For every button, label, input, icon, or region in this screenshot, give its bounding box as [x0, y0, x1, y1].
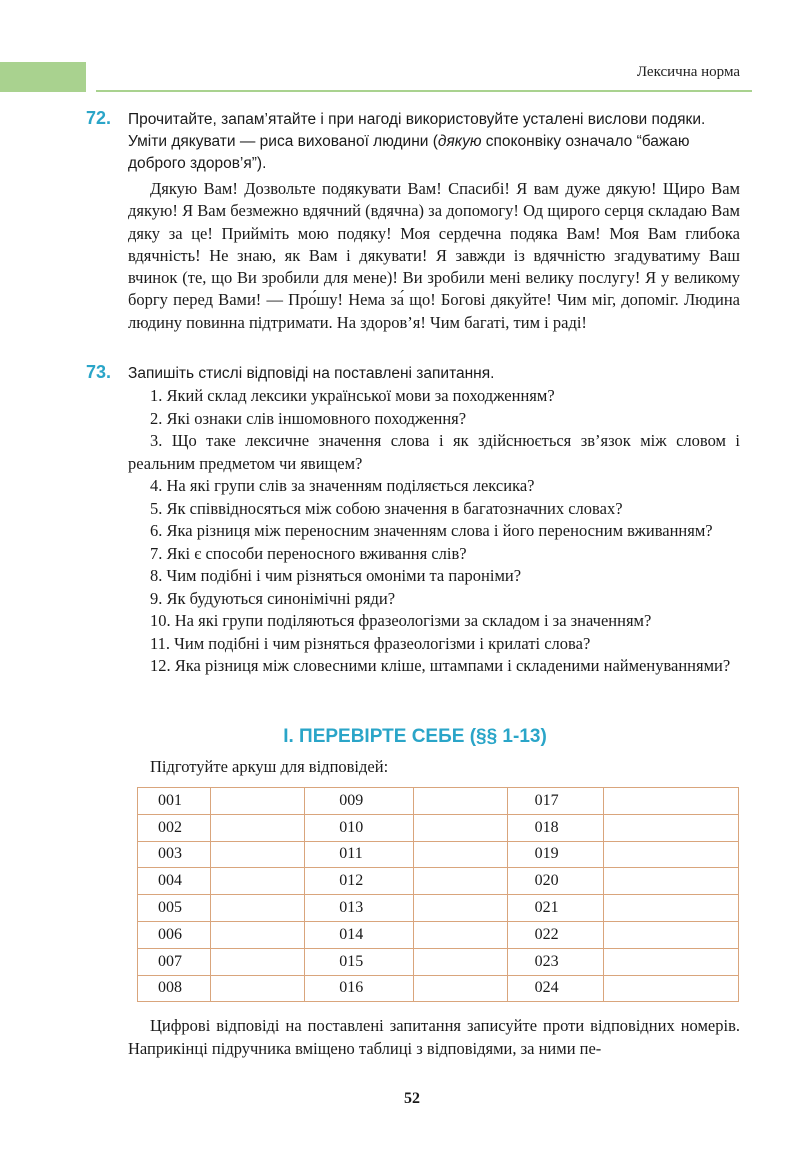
answer-number-cell: 010 [305, 814, 413, 841]
header-green-tab [0, 62, 86, 92]
exercise-73-number: 73. [86, 362, 112, 382]
table-row [138, 814, 739, 841]
answer-number-cell: 012 [305, 868, 413, 895]
question-item: 9. Як будуються синонімічні ряди? [150, 588, 396, 608]
answer-blank-cell [211, 868, 305, 895]
task-line: Прочитайте, запам’ятайте і при нагоді використовуйте усталені вислови подяки. [128, 111, 706, 128]
answer-blank-cell [413, 868, 507, 895]
answer-blank-cell [413, 841, 507, 868]
answer-number-cell: 008 [138, 975, 211, 1002]
question-item: 4. На які групи слів за значенням поділяється лексика? [150, 476, 535, 495]
answer-blank-cell [413, 788, 507, 815]
table-row [138, 975, 739, 1002]
answer-number-cell: 013 [305, 895, 413, 922]
answer-number-cell: 009 [305, 788, 413, 815]
answer-blank-cell [211, 921, 305, 948]
question-item: 2. Які ознаки слів іншомовного походження? [150, 408, 467, 428]
answer-number-cell: 001 [138, 788, 211, 815]
footer-text: Цифрові відповіді на поставлені запитання записуйте проти відповідних номерів. Наприкінці підручника вміщено таблиці з відповідями, за ними пе- [128, 1016, 740, 1058]
answer-number-cell: 006 [138, 921, 211, 948]
answer-blank-cell [211, 841, 305, 868]
answer-blank-cell [603, 814, 738, 841]
question-item: 10. На які групи поділяються фразеологізми за складом і за значенням? [150, 611, 652, 630]
header-rule [96, 90, 752, 92]
question-item: 1. Який склад лексики української мови за походженням? [150, 386, 555, 405]
question-item: 8. Чим подібні і чим різняться омоніми та пароніми? [150, 566, 522, 585]
table-row [138, 788, 739, 815]
answer-blank-cell [603, 948, 738, 975]
answer-blank-cell [603, 841, 738, 868]
table-row [138, 948, 739, 975]
task-line [128, 131, 740, 153]
answer-number-cell: 021 [507, 895, 603, 922]
answer-sheet-table [137, 787, 739, 1002]
exercise-72-number: 72. [86, 108, 112, 128]
answer-blank-cell [211, 948, 305, 975]
question-item: 11. Чим подібні і чим різняться фразеологізми і крилаті слова? [150, 633, 591, 653]
task-text: споконвіку означало “бажаю [481, 133, 690, 150]
answer-number-cell: 004 [138, 868, 211, 895]
question-item: 3. Що таке лексичне значення слова і як здійснюється зв’язок між словом і реальним предметом чи явищем? [128, 431, 740, 473]
answer-blank-cell [603, 895, 738, 922]
task-text: Уміти дякувати — риса вихованої людини ( [128, 133, 438, 150]
question-item: 7. Які є способи переносного вживання слів? [150, 543, 467, 563]
answer-blank-cell [211, 814, 305, 841]
answer-blank-cell [413, 948, 507, 975]
table-row [138, 868, 739, 895]
answer-blank-cell [603, 868, 738, 895]
answer-blank-cell [211, 975, 305, 1002]
prep-instruction: Підготуйте аркуш для відповідей: [150, 757, 389, 776]
answer-number-cell: 017 [507, 788, 603, 815]
answer-blank-cell [413, 895, 507, 922]
questions-list [128, 385, 740, 678]
running-head: Лексична норма [636, 64, 740, 80]
answer-blank-cell [413, 814, 507, 841]
answer-number-cell: 020 [507, 868, 603, 895]
answer-blank-cell [603, 788, 738, 815]
exercise-72-task [128, 109, 740, 175]
answer-number-cell: 002 [138, 814, 211, 841]
answer-blank-cell [603, 921, 738, 948]
answer-number-cell: 005 [138, 895, 211, 922]
answer-number-cell: 016 [305, 975, 413, 1002]
answer-blank-cell [211, 788, 305, 815]
answer-blank-cell [413, 921, 507, 948]
question-item: 5. Як співвідносяться між собою значення в багатозначних словах? [150, 498, 623, 518]
answer-number-cell: 007 [138, 948, 211, 975]
exercise-72-body: Дякую Вам! Дозвольте подякувати Вам! Спасибі! Я вам дуже дякую! Щиро Вам дякую! Я Вам безмежно вдячний (вдячна) за допомогу! Од щирого серця складаю Вам дяку за це! Прийміть мою подяку! Моя сердечна подяка Вам! Моя Вам глибока вдячність! Не знаю, як Вам і дякувати! Я завжди із вдячністю згадуватиму Ваш вчинок (те, що Ви зробили для мене)! Ви зробили мені велику послугу! Я у великому боргу перед Вами! — Про́шу! Нема за́ що! Богові дякуйте! Чим міг, допоміг. Людина людину повинна підтримати. На здоров’я! Чим багаті, тим і раді! [128, 179, 740, 332]
answer-number-cell: 024 [507, 975, 603, 1002]
answer-blank-cell [211, 895, 305, 922]
page-number: 52 [404, 1090, 420, 1107]
answer-blank-cell [603, 975, 738, 1002]
table-row [138, 841, 739, 868]
exercise-73-task: Запишіть стислі відповіді на поставлені запитання. [128, 365, 495, 382]
answer-number-cell: 018 [507, 814, 603, 841]
task-line: доброго здоров’я”). [128, 155, 267, 172]
answer-number-cell: 014 [305, 921, 413, 948]
task-italic-word: дякую [437, 133, 482, 150]
answer-number-cell: 019 [507, 841, 603, 868]
question-item: 12. Яка різниця між словесними кліше, штампами і складеними найменуваннями? [150, 656, 731, 675]
answer-number-cell: 003 [138, 841, 211, 868]
answer-number-cell: 022 [507, 921, 603, 948]
section-title: І. ПЕРЕВІРТЕ СЕБЕ (§§ 1-13) [283, 726, 547, 747]
question-item: 6. Яка різниця між переносним значенням слова і його переносним вживанням? [150, 521, 713, 540]
answer-number-cell: 011 [305, 841, 413, 868]
table-row [138, 895, 739, 922]
answer-number-cell: 023 [507, 948, 603, 975]
table-row [138, 921, 739, 948]
answer-number-cell: 015 [305, 948, 413, 975]
answer-blank-cell [413, 975, 507, 1002]
